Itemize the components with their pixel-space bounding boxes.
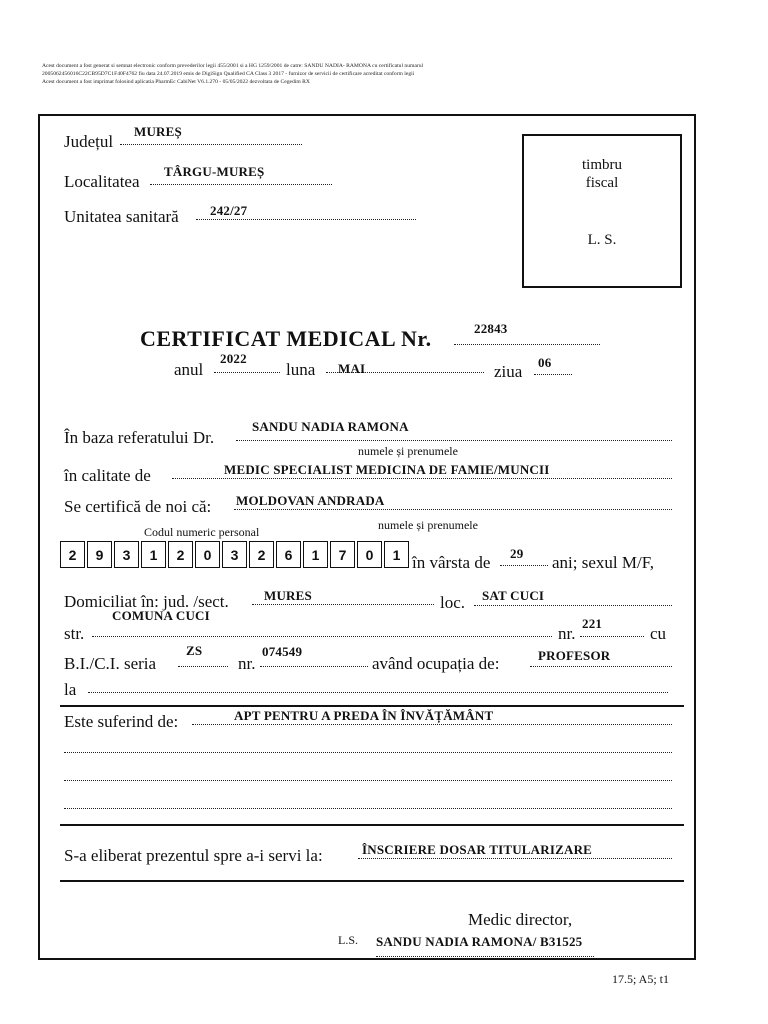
nr-label: nr. <box>558 624 576 643</box>
cnp-digit[interactable]: 9 <box>87 541 112 568</box>
patient-name-caption: numele și prenumele <box>378 518 478 532</box>
ziua-label: ziua <box>494 362 523 381</box>
ocupatie-label: având ocupația de: <box>372 654 500 673</box>
signature-note-line-1: Acest document a fost generat si semnat electronic conform prevederilor legii 455/2001 si a HG 1259/2001 de catre: SANDU NADIA- RAMONA cu certificatul numarul 2005062456016C22CB95D7C1F40F4762 fiu data 24.07.2019 emis de DigiSign Qualified CA Class 3 2017 - furnizor de servicii de certificare acreditat conform legii <box>42 63 424 77</box>
diagnosis-line-3 <box>64 778 672 781</box>
localitate-line <box>150 182 332 185</box>
section-rule-3 <box>60 880 684 882</box>
varsta-line <box>500 563 548 566</box>
cnp-digit[interactable]: 3 <box>114 541 139 568</box>
cnp-digit[interactable]: 2 <box>168 541 193 568</box>
cnp-digit[interactable]: 2 <box>249 541 274 568</box>
director-signature-name[interactable]: SANDU NADIA RAMONA/ B31525 <box>376 934 583 949</box>
bi-nr-label: nr. <box>238 654 256 673</box>
str-label: str. <box>64 624 85 643</box>
diagnosis-line-2 <box>64 750 672 753</box>
eliberat-label: S-a eliberat prezentul spre a-i servi la: <box>64 846 323 865</box>
la-label: la <box>64 680 77 699</box>
signature-line <box>376 954 594 957</box>
purpose-value[interactable]: ÎNSCRIERE DOSAR TITULARIZARE <box>362 842 593 857</box>
cu-label: cu <box>650 624 667 643</box>
ziua-value[interactable]: 06 <box>538 355 552 370</box>
signature-ls: L.S. <box>338 933 359 947</box>
form-code: 17.5; A5; t1 <box>612 972 670 986</box>
doctor-name[interactable]: SANDU NADIA RAMONA <box>252 419 409 434</box>
varsta-label: în vârsta de <box>412 553 491 572</box>
domiciliu-label: Domiciliat în: jud. /sect. <box>64 592 229 611</box>
luna-label: luna <box>286 360 316 379</box>
fiscal-stamp-box <box>522 134 682 288</box>
bi-nr-value[interactable]: 074549 <box>262 644 303 659</box>
ani-sex-label: ani; sexul M/F, <box>552 553 655 572</box>
bi-label: B.I./C.I. seria <box>64 654 157 673</box>
ocupatie-line <box>530 664 672 667</box>
bi-seria-value[interactable]: ZS <box>186 643 203 658</box>
anul-line <box>214 370 280 373</box>
la-line <box>88 690 668 693</box>
cnp-caption: Codul numeric personal <box>144 525 260 539</box>
unitate-label: Unitatea sanitară <box>64 207 179 226</box>
varsta-value[interactable]: 29 <box>510 546 524 561</box>
cnp-digit[interactable]: 0 <box>195 541 220 568</box>
cnp-digit[interactable]: 0 <box>357 541 382 568</box>
medic-director-label: Medic director, <box>468 910 573 929</box>
judet-value[interactable]: MUREȘ <box>134 124 182 139</box>
referat-label: În baza referatului Dr. <box>64 428 215 447</box>
anul-value[interactable]: 2022 <box>220 351 247 366</box>
loc-label: loc. <box>440 593 466 612</box>
cnp-digit[interactable]: 6 <box>276 541 301 568</box>
stamp-line-2: fiscal <box>585 175 619 191</box>
judet-label: Județul <box>64 132 114 151</box>
loc-value[interactable]: SAT CUCI <box>482 588 545 603</box>
diagnosis-value[interactable]: APT PENTRU A PREDA ÎN ÎNVĂȚĂMÂNT <box>234 708 494 723</box>
bi-nr-line <box>260 664 368 667</box>
suferind-label: Este suferind de: <box>64 712 179 731</box>
section-rule-2 <box>60 824 684 826</box>
cnp-digit[interactable]: 2 <box>60 541 85 568</box>
section-rule-1 <box>60 705 684 707</box>
nr-line <box>580 634 644 637</box>
certificate-number-line <box>454 342 600 345</box>
cnp-digit[interactable]: 7 <box>330 541 355 568</box>
patient-name[interactable]: MOLDOVAN ANDRADA <box>236 493 385 508</box>
cnp-digit[interactable]: 1 <box>384 541 409 568</box>
calitate-label: în calitate de <box>64 466 151 485</box>
cnp-digit[interactable]: 1 <box>141 541 166 568</box>
stamp-ls: L. S. <box>587 232 617 248</box>
unitate-value[interactable]: 242/27 <box>210 203 248 218</box>
anul-label: anul <box>174 360 204 379</box>
diagnosis-line-4 <box>64 806 672 809</box>
doctor-name-caption: numele și prenumele <box>358 444 458 458</box>
certificate-title: CERTIFICAT MEDICAL Nr. <box>140 326 432 351</box>
cnp-digit[interactable]: 3 <box>222 541 247 568</box>
cnp-digit[interactable]: 1 <box>303 541 328 568</box>
electronic-signature-note <box>42 62 512 86</box>
ziua-line <box>534 372 572 375</box>
stamp-line-1: timbru <box>582 157 622 173</box>
nr-value[interactable]: 221 <box>582 616 603 631</box>
bi-seria-line <box>178 664 228 667</box>
certifica-label: Se certifică de noi că: <box>64 497 212 516</box>
domiciliu-judet-value[interactable]: MURES <box>264 588 312 603</box>
cnp-boxes <box>60 541 411 568</box>
localitate-value[interactable]: TÂRGU-MUREȘ <box>164 164 265 179</box>
signature-note-line-2: Acest document a fost imprimat folosind aplicatia PharmEc CabiNet V6.1.270 - 05/05/2022 dezvoltata de Cegedim RX <box>42 79 310 85</box>
localitate-label: Localitatea <box>64 172 140 191</box>
str-value[interactable]: COMUNA CUCI <box>112 608 210 623</box>
certificate-number[interactable]: 22843 <box>474 321 508 336</box>
judet-line <box>120 142 302 145</box>
calitate-value[interactable]: MEDIC SPECIALIST MEDICINA DE FAMIE/MUNCII <box>224 462 550 477</box>
str-line <box>92 634 552 637</box>
luna-value[interactable]: MAI <box>338 361 366 376</box>
fiscal-stamp-label <box>524 156 680 192</box>
ocupatie-value[interactable]: PROFESOR <box>538 648 611 663</box>
doctor-name-line <box>236 438 672 441</box>
